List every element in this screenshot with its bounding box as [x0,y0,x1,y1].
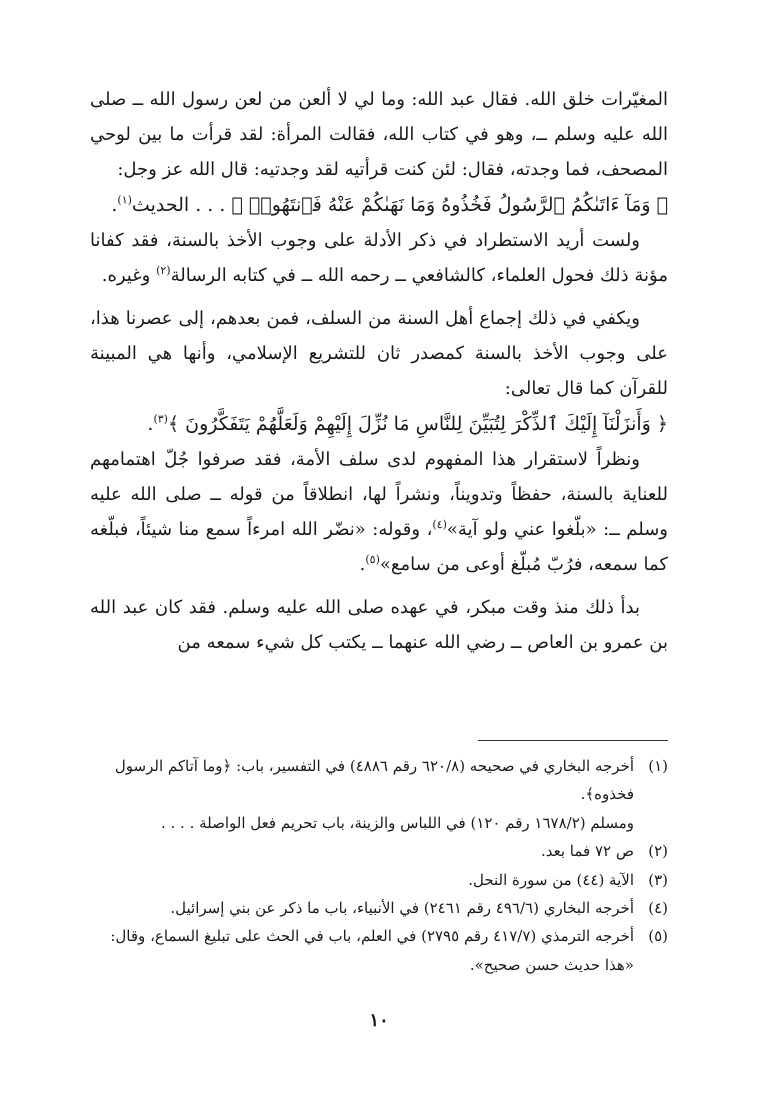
footnote-1-continued [90,809,668,837]
paragraph-2 [90,223,668,293]
footnote-text: أخرجه الترمذي (٤١٧/٧ رقم ٢٧٩٥) في العلم، باب في الحث على تبليغ السماع، وقال: «هذا حديث حسن صحيح». [110,927,634,974]
footnote-ref-5[interactable]: (٥) [365,553,380,566]
footnote-text: ومسلم (١٦٧٨/٢ رقم ١٢٠) في اللباس والزينة، باب تحريم فعل الواصلة . . . . [160,813,634,832]
verse-1-text: ﴿ وَمَآ ءَاتَىٰكُمُ ٱلرَّسُولُ فَخُذُوهُ وَمَا نَهَىٰكُمْ عَنْهُ فَٱنتَهُوا۟ ﴾ [231,194,668,216]
footnote-text: الآية (٤٤) من سورة النحل. [468,870,634,889]
footnote-ref-2[interactable]: (٢) [156,264,171,277]
verse-1-suffix: . . . الحديث [131,194,232,216]
main-text [90,82,668,660]
paragraph-1: المغيّرات خلق الله. فقال عبد الله: وما لي لا ألعن من لعن رسول الله ــ صلى الله عليه وسلم ــ، وهو في كتاب الله، فقالت المرأة: لقد قرأت ما بين لوحي المصحف، فما وجدته، فقال: لئن كنت قرأتيه لقد وجدتيه: قال الله عز وجل: [90,89,668,180]
footnote-number: (٢) [648,842,668,861]
paragraph-4 [90,442,668,582]
footnote-text: أخرجه البخاري (٤٩٦/٦ رقم ٢٤٦١) في الأنبياء، باب ما ذكر عن بني إسرائيل. [170,899,634,918]
footnote-text: أخرجه البخاري في صحيحه (٦٢٠/٨ رقم ٤٨٨٦) في التفسير، باب: ﴿وما آتاكم الرسول فخذوه﴾. [114,757,634,804]
footnote-1 [90,752,668,809]
quran-verse-2: ﴿ وَأَنزَلْنَآ إِلَيْكَ ٱلذِّكْرَ لِتُبَيِّنَ لِلنَّاسِ مَا نُزِّلَ إِلَيْهِمْ وَلَعَلَّهُمْ يَتَفَكَّرُونَ ﴾$^{(٣)}$. [147,412,668,435]
paragraph-2-end: وغيره. [101,265,157,286]
footnote-ref-1[interactable]: (١) [117,193,132,207]
page-number: ١٠ [369,1010,389,1031]
footnote-number: (١) [648,757,668,775]
footnote-ref-4[interactable]: (٤) [432,518,447,531]
footnote-4 [90,894,668,922]
paragraph-3: ويكفي في ذلك إجماع أهل السنة من السلف، فمن بعدهم، إلى عصرنا هذا، على وجوب الأخذ بالسنة كمصدر ثان للتشريع الإسلامي، وأنها هي المبينة للقرآن كما قال تعالى: [90,308,668,399]
verse-2-text: ﴿ وَأَنزَلْنَآ إِلَيْكَ ٱلذِّكْرَ لِتُبَيِّنَ لِلنَّاسِ مَا نُزِّلَ إِلَيْهِمْ وَلَعَلَّهُمْ يَتَفَكَّرُونَ ﴾ [167,413,668,435]
paragraph-4-mid: ، وقوله: «نضّر الله امرءاً سمع منا شيئاً، فبلّغه كما سمعه، فرُبّ مُبلّغ أوعى من سامع» [90,519,668,575]
paragraph-4-end: . [359,554,366,575]
footnote-ref-3[interactable]: (٣) [153,412,168,426]
paragraph-4-text: ونظراً لاستقرار هذا المفهوم لدى سلف الأمة، فقد صرفوا جُلّ اهتمامهم للعناية بالسنة، حفظاً وتدويناً، ونشراً لها، انطلاقاً من قوله ــ صلى الله عليه وسلم ــ: «بلّغوا عني ولو آية» [90,449,668,540]
footnote-5 [90,922,668,979]
footnote-3 [90,866,668,894]
footnote-number: (٥) [648,927,668,946]
footnote-divider [478,740,668,741]
footnote-number: (٤) [648,899,668,918]
footnote-text: ص ٧٢ فما بعد. [540,842,634,861]
paragraph-5: بدأ ذلك منذ وقت مبكر، في عهده صلى الله عليه وسلم. فقد كان عبد الله بن عمرو بن العاص ــ رضي الله عنهما ــ يكتب كل شيء سمعه من [90,597,668,653]
footnote-number: (٣) [648,870,668,889]
footnotes [90,752,668,979]
footnote-2 [90,837,668,865]
quran-verse-1: ﴿ وَمَآ ءَاتَىٰكُمُ ٱلرَّسُولُ فَخُذُوهُ وَمَا نَهَىٰكُمْ عَنْهُ فَٱنتَهُوا۟ ﴾ . . . الحديث$^{(١)}$. [111,193,668,216]
paragraph-2-text: ولست أريد الاستطراد في ذكر الأدلة على وجوب الأخذ بالسنة، فقد كفانا مؤنة ذلك فحول العلماء، كالشافعي ــ رحمه الله ــ في كتابه الرسالة [90,230,668,286]
